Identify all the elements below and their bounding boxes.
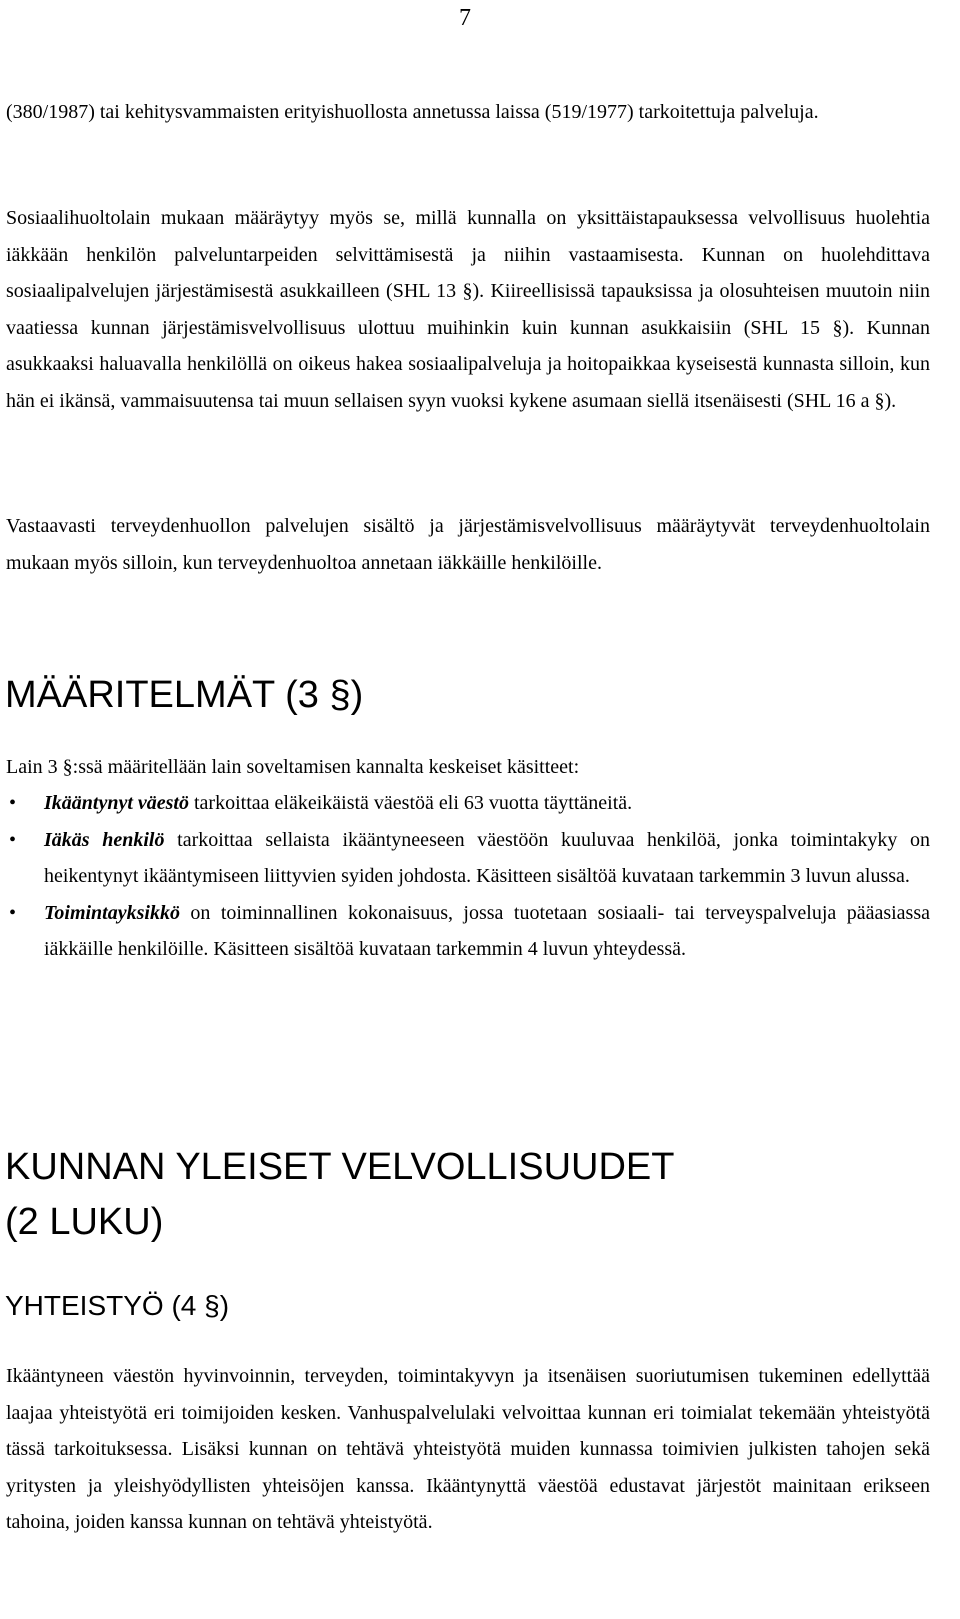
definition-text: tarkoittaa eläkeikäistä väestöä eli 63 vuotta täyttäneitä. bbox=[189, 792, 633, 814]
chapter-heading-number: (2 LUKU) bbox=[5, 1201, 164, 1243]
paragraph-cooperation: Ikääntyneen väestön hyvinvoinnin, terveyden, toimintakyvyn ja itsenäisen suoriutumisen tukeminen edellyttää laajaa yhteistyötä eri toimijoiden kesken. Vanhuspalvelulaki velvoittaa kunnan eri toimialat tekemään yhteistyötä tässä tarkoituksessa. Lisäksi kunnan on tehtävä yhteistyötä muiden kunnassa toimivien julkisten tahojen sekä yritysten ja yleishyödyllisten yhteisöjen kanssa. Ikääntynyttä väestöä edustavat järjestöt mainitaan erikseen tahoina, joiden kanssa kunnan on tehtävä yhteistyötä. bbox=[6, 1365, 930, 1533]
paragraph-health-care-act: Vastaavasti terveydenhuollon palvelujen sisältö ja järjestämisvelvollisuus määräytyvät terveydenhuoltolain mukaan myös silloin, kun terveydenhuoltoa annetaan iäkkäille henkilöille. bbox=[6, 515, 930, 574]
list-item bbox=[6, 822, 930, 895]
definition-term: Toimintayksikkö bbox=[44, 901, 180, 924]
definition-text: on toiminnallinen kokonaisuus, jossa tuotetaan sosiaali- tai terveyspalveluja pääasiassa iäkkäille henkilöille. Käsitteen sisältöä kuvataan tarkemmin 4 luvun yhteydessä. bbox=[44, 901, 930, 960]
section-heading-cooperation: YHTEISTYÖ (4 §) bbox=[5, 1290, 230, 1321]
definition-term: Ikääntynyt väestö bbox=[44, 792, 189, 814]
chapter-heading-title: KUNNAN YLEISET VELVOLLISUUDET bbox=[5, 1146, 675, 1188]
definition-term: Iäkäs henkilö bbox=[44, 828, 165, 851]
definitions-list bbox=[6, 785, 930, 968]
bullet-icon: • bbox=[9, 792, 17, 814]
paragraph-intro-continuation: (380/1987) tai kehitysvammaisten erityishuollosta annetussa laissa (519/1977) tarkoitettuja palveluja. bbox=[6, 101, 819, 123]
list-item bbox=[6, 895, 930, 968]
list-item bbox=[6, 785, 930, 822]
bullet-icon: • bbox=[9, 828, 17, 851]
chapter-heading bbox=[5, 1140, 925, 1250]
page-number: 7 bbox=[459, 5, 471, 31]
bullet-icon: • bbox=[9, 901, 17, 924]
definitions-intro: Lain 3 §:ssä määritellään lain soveltamisen kannalta keskeiset käsitteet: bbox=[6, 756, 580, 778]
section-heading-definitions: MÄÄRITELMÄT (3 §) bbox=[5, 674, 364, 716]
definition-text: tarkoittaa sellaista ikääntyneeseen väestöön kuuluvaa henkilöä, jonka toimintakyky on heikentynyt ikääntymiseen liittyvien syiden johdosta. Käsitteen sisältöä kuvataan tarkemmin 3 luvun alussa. bbox=[44, 828, 930, 887]
paragraph-social-welfare-act: Sosiaalihuoltolain mukaan määräytyy myös se, millä kunnalla on yksittäistapauksessa velvollisuus huolehtia iäkkään henkilön palveluntarpeiden selvittämisestä ja niihin vastaamisesta. Kunnan on huolehdittava sosiaalipalvelujen järjestämisestä asukkailleen (SHL 13 §). Kiireellisissä tapauksissa ja olosuhteisen muutoin niin vaatiessa kunnan järjestämisvelvollisuus ulottuu muihinkin kuin kunnan asukkaisiin (SHL 15 §). Kunnan asukkaaksi haluavalla henkilöllä on oikeus hakea sosiaalipalveluja ja hoitopaikkaa kyseisestä kunnasta silloin, kun hän ei ikänsä, vammaisuutensa tai muun sellaisen syyn vuoksi kykene asumaan siellä itsenäisesti (SHL 16 a §). bbox=[6, 207, 930, 412]
